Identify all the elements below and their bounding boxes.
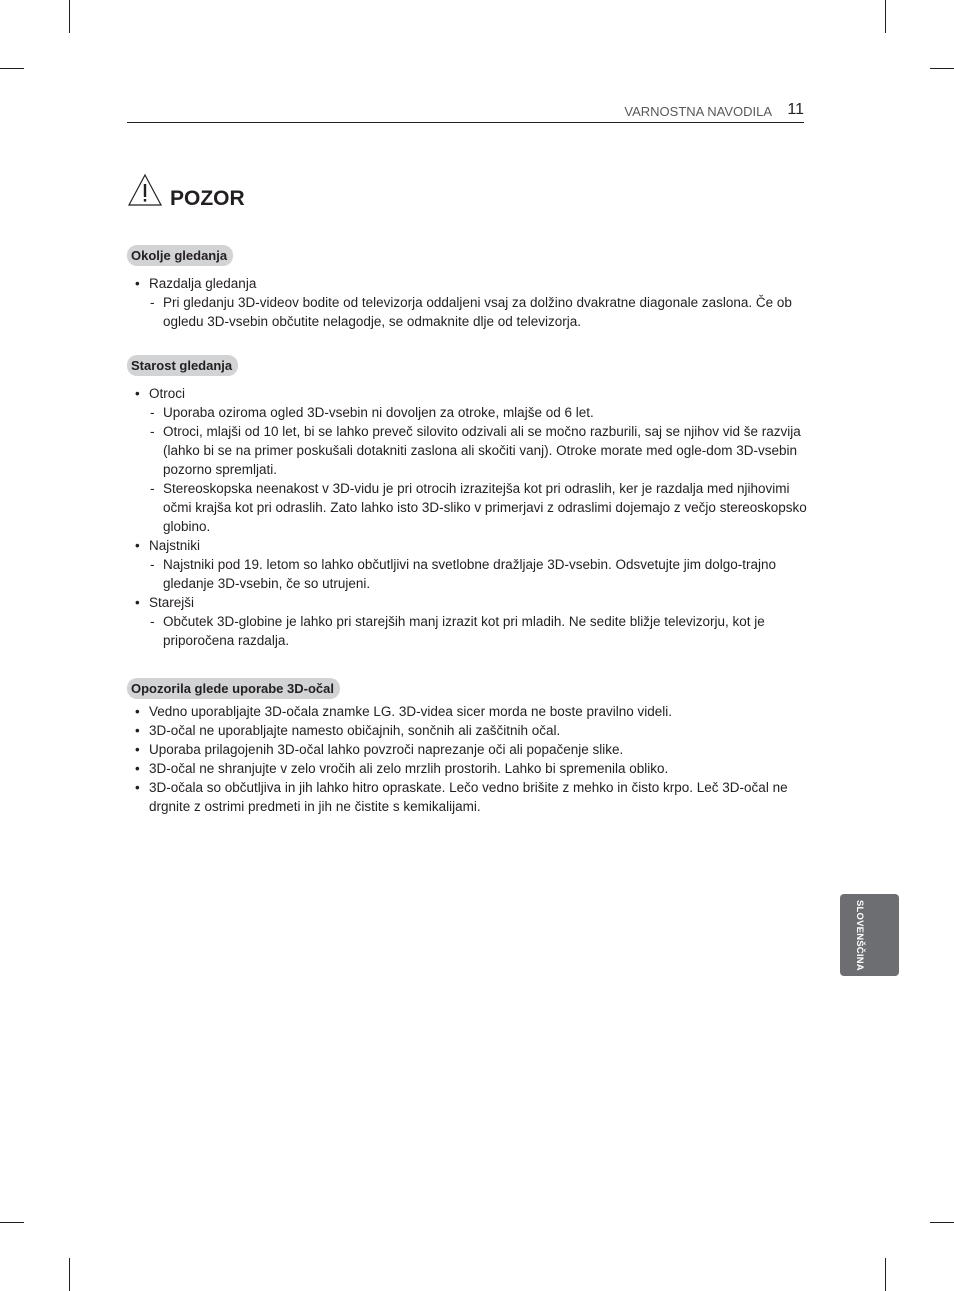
list-item <box>127 274 807 331</box>
sub-list-item: - Občutek 3D-globine je lahko pri starejših manj izrazit kot pri mladih. Ne sedite bližje televizorju, kot je priporočena razdalja. <box>149 612 807 650</box>
list-item <box>127 384 807 536</box>
sub-list <box>149 555 807 593</box>
section-heading: Okolje gledanja <box>127 245 233 266</box>
list-item: • 3D-očala so občutljiva in jih lahko hitro opraskate. Lečo vedno brišite z mehko in čisto krpo. Leč 3D-očal ne drgnite z ostrimi predmeti in jih ne čistite s kemikalijami. <box>127 778 807 816</box>
warning-triangle-icon <box>127 173 163 207</box>
sub-list-item: - Uporaba oziroma ogled 3D-vsebin ni dovoljen za otroke, mlajše od 6 let. <box>149 403 807 422</box>
section-heading: Starost gledanja <box>127 355 238 376</box>
list-item-text: Otroci <box>149 386 186 401</box>
sub-list-item: - Pri gledanju 3D-videov bodite od televizorja oddaljeni vsaj za dolžino dvakratne diagonale zaslona. Če ob ogledu 3D-vsebin občutite nelagodje, se odmaknite dlje od televizorja. <box>149 293 807 331</box>
bullet-list <box>127 384 807 650</box>
crop-mark <box>69 0 70 33</box>
list-item <box>127 536 807 593</box>
page-number: 11 <box>787 101 804 118</box>
header-section-title: VARNOSTNA NAVODILA <box>624 104 772 119</box>
language-tab-label: SLOVENŠČINA <box>854 900 865 971</box>
section-3d-glasses-warnings <box>127 678 807 816</box>
sub-list <box>149 403 807 536</box>
page-header <box>127 100 804 123</box>
section-viewing-environment <box>127 245 807 331</box>
list-item-text: Najstniki <box>149 538 201 553</box>
list-item: • 3D-očal ne uporabljajte namesto običajnih, sončnih ali zaščitnih očal. <box>127 721 807 740</box>
crop-mark <box>930 68 954 69</box>
crop-mark <box>69 1258 70 1291</box>
list-item <box>127 593 807 650</box>
list-item-text: Razdalja gledanja <box>149 276 257 291</box>
section-heading: Opozorila glede uporabe 3D-očal <box>127 678 340 699</box>
list-item: • Vedno uporabljajte 3D-očala znamke LG. 3D-videa sicer morda ne boste pravilno videli. <box>127 702 807 721</box>
list-item-text: Starejši <box>149 595 195 610</box>
bullet-list <box>127 274 807 331</box>
language-side-tab <box>840 894 899 976</box>
sub-list-item: - Najstniki pod 19. letom so lahko občutljivi na svetlobne dražljaje 3D-vsebin. Odsvetujte jim dolgo-trajno gledanje 3D-vsebin, če so utrujeni. <box>149 555 807 593</box>
page-title: POZOR <box>170 187 245 210</box>
sub-list <box>149 612 807 650</box>
crop-mark <box>885 0 886 33</box>
list-item: • Uporaba prilagojenih 3D-očal lahko povzroči naprezanje oči ali popačenje slike. <box>127 740 807 759</box>
list-item: • 3D-očal ne shranjujte v zelo vročih ali zelo mrzlih prostorih. Lahko bi spremenila obliko. <box>127 759 807 778</box>
sub-list-item: - Otroci, mlajši od 10 let, bi se lahko preveč silovito odzivali ali se močno razburili, saj se njihov vid še razvija (lahko bi se na primer poskušali dotakniti zaslona ali skočiti vanj). Otroke morate med ogle-dom 3D-vsebin pozorno spremljati. <box>149 422 807 479</box>
sub-list <box>149 293 807 331</box>
crop-mark <box>0 1222 24 1223</box>
crop-mark <box>885 1258 886 1291</box>
crop-mark <box>0 68 24 69</box>
bullet-list <box>127 702 807 816</box>
crop-mark <box>930 1222 954 1223</box>
section-viewing-age <box>127 355 807 650</box>
sub-list-item: - Stereoskopska neenakost v 3D-vidu je pri otrocih izrazitejša kot pri odraslih, ker je razdalja med njihovimi očmi krajša kot pri odraslih. Zato lahko isto 3D-sliko v primerjavi z odraslimi dojemajo z večjo stereoskopsko globino. <box>149 479 807 536</box>
